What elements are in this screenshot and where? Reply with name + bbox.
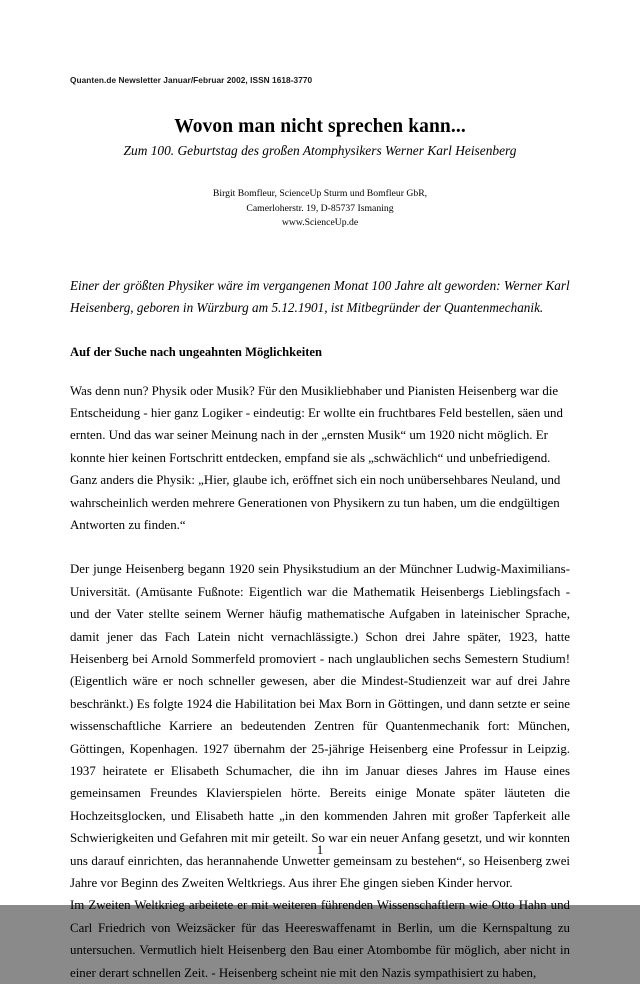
body-paragraph: Was denn nun? Physik oder Musik? Für den Musikliebhaber und Pianisten Heisenberg war die Entscheidung - hier ganz Logiker - eindeutig: Er wollte ein fruchtbares Feld bestellen, säen und ernten. Und das war seiner Meinung nach in der „ernsten Musik“ um 1920 nicht möglich. Er konnte hier keinen Fortschritt entdecken, empfand sie als „schwächlich“ und unbefriedigend. Ganz anders die Physik: „Hier, glaube ich, eröffnet sich ein noch unübersehbares Neuland, und wahrscheinlich werden mehrere Generationen von Physikern zu tun haben, um die endgültigen Antworten zu finden.“ (70, 383, 563, 532)
author-block (70, 187, 570, 231)
author-address-line: Camerloherstr. 19, D-85737 Ismaning (246, 202, 394, 214)
lead-paragraph: Einer der größten Physiker wäre im vergangenen Monat 100 Jahre alt geworden: Werner Karl Heisenberg, geboren in Würzburg am 5.12.1901, ist Mitbegründer der Quantenmechanik. (70, 277, 570, 315)
page-content (70, 0, 570, 984)
title-block (70, 115, 570, 160)
page-subtitle: Zum 100. Geburtstag des großen Atomphysikers Werner Karl Heisenberg (123, 143, 517, 158)
body-paragraph: Im Zweiten Weltkrieg arbeitete er mit weiteren führenden Wissenschaftlern wie Otto Hahn und Carl Friedrich von Weizsäcker für das Heereswaffenamt in Berlin, um die Kernspaltung zu untersuchen. Vermutlich hielt Heisenberg den Bau einer Atombombe für möglich, aber nicht in einer derart schnellen Zeit. - Heisenberg scheint nie mit den Nazis sympathisiert zu haben, (70, 898, 570, 980)
author-website-line: www.ScienceUp.de (281, 217, 359, 228)
page-number: 1 (316, 843, 324, 857)
page-title: Wovon man nicht sprechen kann... (174, 116, 466, 137)
author-affiliation-line: Birgit Bomfleur, ScienceUp Sturm und Bomfleur GbR, (212, 188, 428, 199)
body-paragraph: Der junge Heisenberg begann 1920 sein Physikstudium an der Münchner Ludwig-Maximilians-Universität. (Amüsante Fußnote: Eigentlich war die Mathematik Heisenbergs Lieblingsfach - und der Vater stellte seinem Werner häufig mathematische Aufgaben in lateinischer Sprache, damit jener das Fach Latein nicht vernachlässigte.) Schon drei Jahre später, 1923, hatte Heisenberg bei Arnold Sommerfeld promoviert - nach unglaublichen sechs Semestern Studium! (Eigentlich wäre er noch schneller gewesen, aber die Mindest-Studienzeit war auf drei Jahre beschränkt.) Es folgte 1924 die Habilitation bei Max Born in Göttingen, und dann setzte er seine wissenschaftliche Karriere an bedeutenden Zentren für Quantenmechanik fort: München, Göttingen, Kopenhagen. 1927 übernahm der 25-jährige Heisenberg eine Professur in Leipzig. 1937 heiratete er Elisabeth Schumacher, die ihn im Januar dieses Jahres im Hause eines gemeinsamen Freundes Klavierspielen hörte. Bereits einige Monate später läuteten die Hochzeitsglocken, und Elisabeth hatte „in den kommenden Jahren mit großer Tapferkeit alle Schwierigkeiten und Gefahren mit mir geteilt. So war ein neuer Anfang gesetzt, und wir konnten uns darauf einrichten, das herannahende Unwetter gemeinsam zu bestehen“, so Heisenberg zwei Jahre vor Beginn des Zweiten Weltkriegs. Aus ihrer Ehe gingen sieben Kinder hervor. (70, 562, 570, 891)
section-heading: Auf der Suche nach ungeahnten Möglichkeiten (70, 344, 323, 359)
running-head: Quanten.de Newsletter Januar/Februar 2002, ISSN 1618-3770 (70, 75, 313, 85)
